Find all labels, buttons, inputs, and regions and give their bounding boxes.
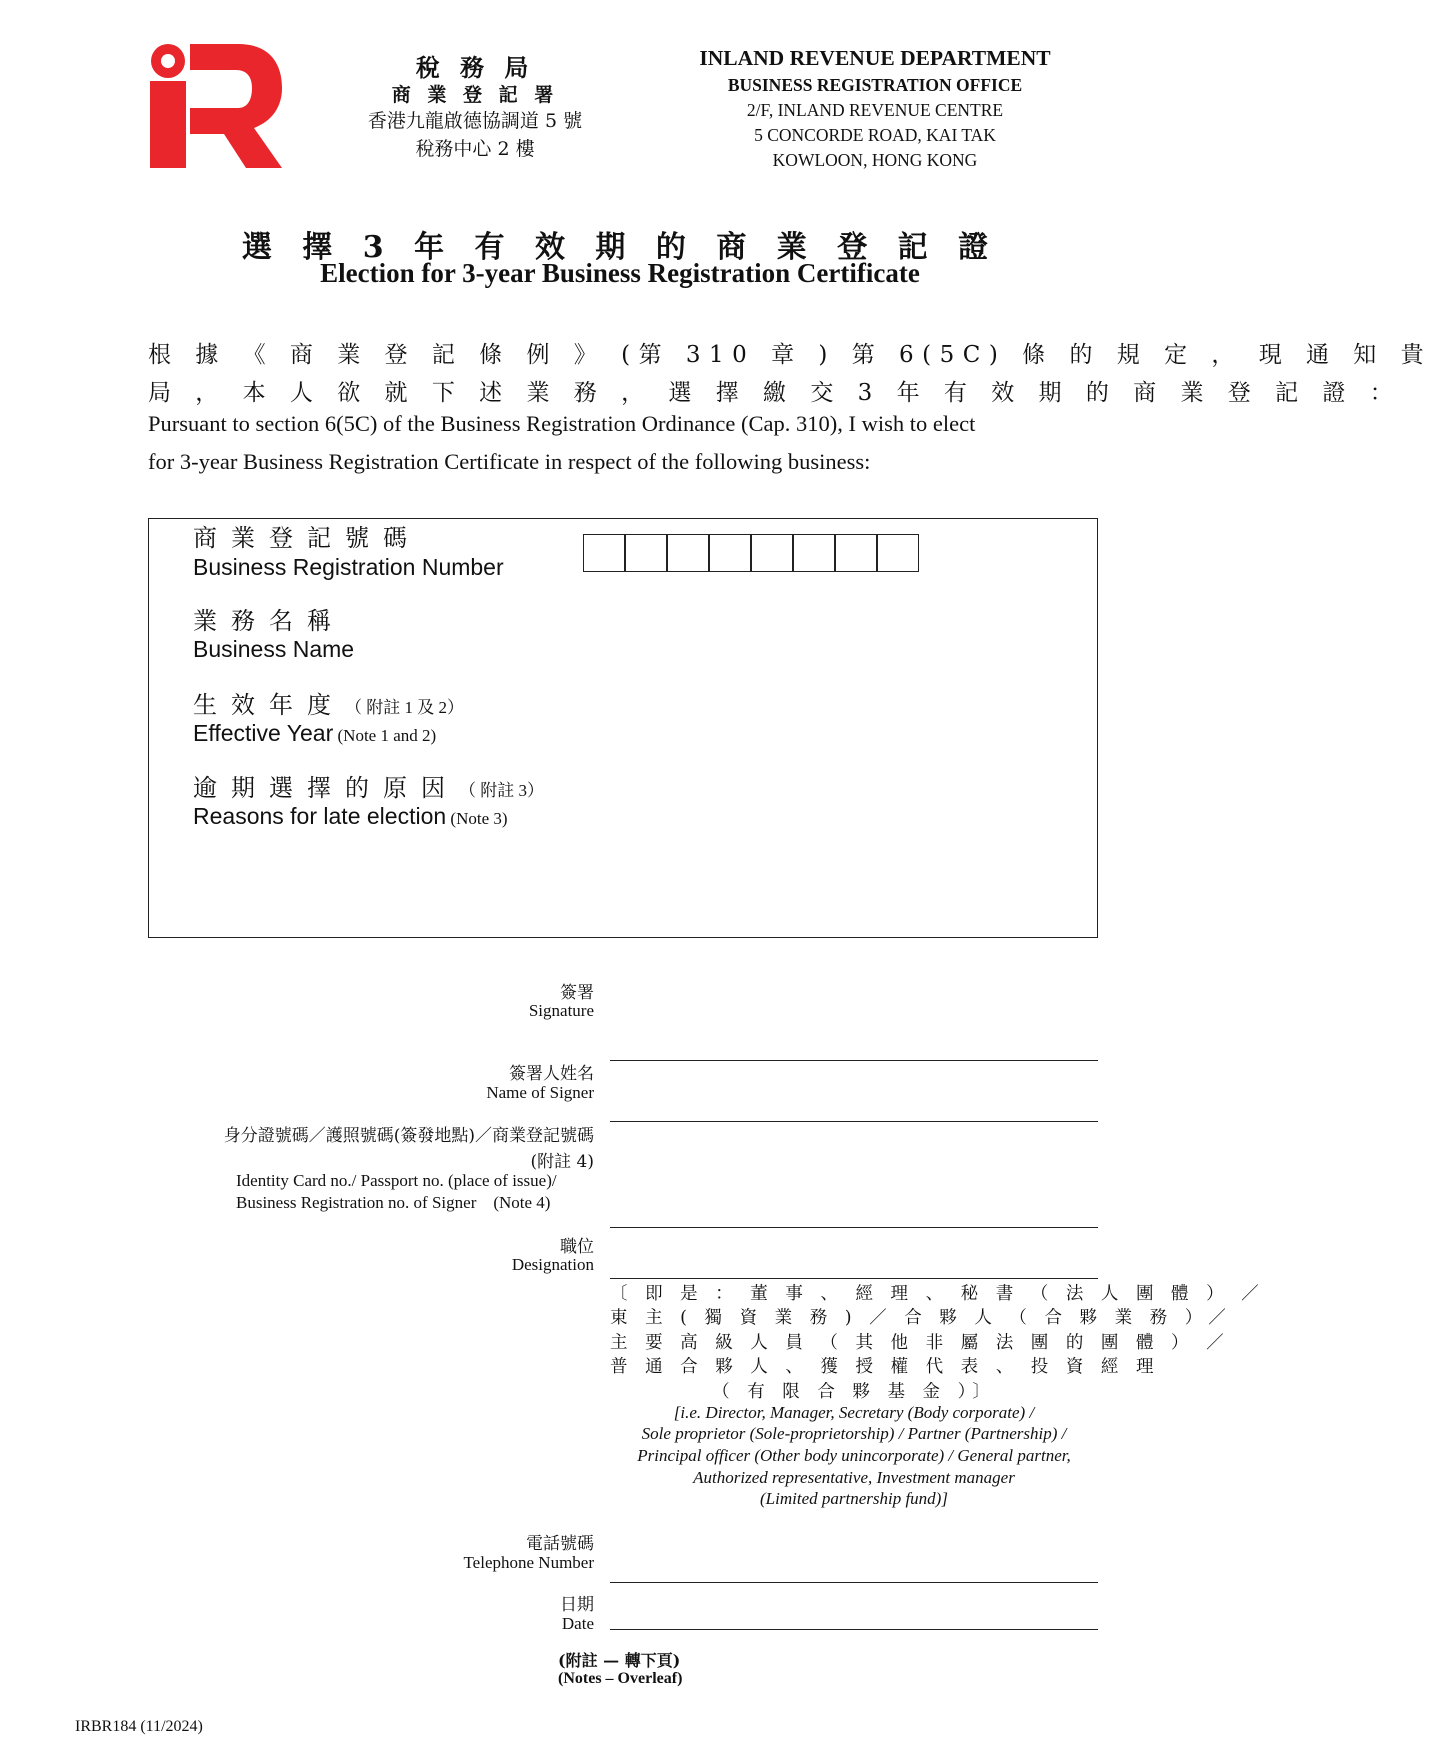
- date-label-en: Date: [561, 1614, 594, 1633]
- title-zh: 選 擇 3 年 有 效 期 的 商 業 登 記 證: [241, 230, 999, 265]
- brn-digit-box[interactable]: [751, 534, 793, 572]
- date-label-zh: 日期: [560, 1595, 594, 1615]
- ird-logo: [150, 44, 282, 168]
- brn-digit-box[interactable]: [835, 534, 877, 572]
- header-zh-line-4: 稅務中心 2 樓: [415, 138, 535, 160]
- effective-year-note-zh: （ 附註 1 及 2）: [345, 698, 464, 717]
- brn-digit-box[interactable]: [667, 534, 709, 572]
- late-reason-label-en: Reasons for late election (Note 3): [193, 803, 508, 829]
- designation-note-en-3: Principal officer (Other body unincorporate) / General partner,: [637, 1446, 1071, 1465]
- header-zh-line-3: 香港九龍啟德協調道 5 號: [367, 110, 583, 132]
- header-en-line-5: KOWLOON, HONG KONG: [772, 150, 978, 170]
- signature-label-zh: 簽署: [560, 983, 594, 1003]
- brn-label-zh: 商業登記號碼: [193, 524, 421, 552]
- designation-note-en-5: (Limited partnership fund)]: [760, 1489, 948, 1508]
- intro-en-line-2: for 3-year Business Registration Certificate in respect of the following business:: [148, 449, 871, 474]
- form-code: IRBR184 (11/2024): [75, 1718, 203, 1735]
- id-label-en-2: Business Registration no. of Signer (Note 4): [236, 1193, 551, 1212]
- designation-line[interactable]: [610, 1278, 1098, 1279]
- business-name-label-en: Business Name: [193, 636, 355, 662]
- late-reason-label-zh: 逾期選擇的原因（ 附註 3）: [193, 774, 544, 802]
- designation-note-zh-5: （ 有 限 合 夥 基 金 ）〕: [712, 1382, 996, 1402]
- designation-note-zh-1: 〔 即 是 ： 董 事 、 經 理 、 秘 書 （ 法 人 團 體 ） ／: [610, 1284, 1265, 1304]
- title-en: Election for 3-year Business Registration Certificate: [320, 258, 920, 288]
- id-label-en-1: Identity Card no./ Passport no. (place of issue)/: [236, 1171, 557, 1190]
- effective-year-note-en: (Note 1 and 2): [333, 726, 437, 745]
- designation-note-zh-3: 主 要 高 級 人 員 （ 其 他 非 屬 法 團 的 團 體 ） ／: [610, 1333, 1230, 1353]
- late-reason-note-en: (Note 3): [446, 809, 508, 828]
- designation-label-en: Designation: [511, 1255, 594, 1274]
- header-en-line-4: 5 CONCORDE ROAD, KAI TAK: [754, 125, 996, 145]
- signature-label-en: Signature: [528, 1001, 594, 1020]
- brn-digit-box[interactable]: [709, 534, 751, 572]
- intro-zh-line-1: 根 據 《 商 業 登 記 條 例 》 (第 310 章 ) 第 6(5C) 條 的 規 定 ， 現 通 知 貴: [148, 342, 1432, 368]
- header-en-line-1: INLAND REVENUE DEPARTMENT: [699, 46, 1051, 70]
- designation-label-zh: 職位: [560, 1237, 594, 1257]
- telephone-line[interactable]: [610, 1582, 1098, 1583]
- brn-digit-box[interactable]: [625, 534, 667, 572]
- effective-year-label-zh: 生效年度（ 附註 1 及 2）: [193, 691, 464, 719]
- late-reason-note-zh: （ 附註 3）: [459, 781, 544, 800]
- id-label-zh: 身分證號碼／護照號碼(簽發地點)／商業登記號碼: [223, 1126, 594, 1146]
- effective-year-label-en: Effective Year (Note 1 and 2): [193, 720, 437, 746]
- brn-digit-box[interactable]: [793, 534, 835, 572]
- brn-label-en: Business Registration Number: [193, 554, 504, 580]
- notes-overleaf-zh: (附註 — 轉下頁): [558, 1651, 681, 1670]
- brn-digit-box[interactable]: [583, 534, 625, 572]
- signature-line[interactable]: [610, 1060, 1098, 1061]
- signer-name-label-en: Name of Signer: [486, 1083, 594, 1102]
- brn-digit-box[interactable]: [877, 534, 919, 572]
- id-note-zh: (附註 4): [530, 1152, 594, 1172]
- intro-zh-line-2: 局 ， 本 人 欲 就 下 述 業 務 ， 選 擇 繳 交 3 年 有 效 期 的 商 業 登 記 證 ：: [148, 380, 1402, 406]
- intro-en-line-1: Pursuant to section 6(5C) of the Business Registration Ordinance (Cap. 310), I wish to elect: [148, 411, 976, 436]
- id-line[interactable]: [610, 1227, 1098, 1228]
- date-line[interactable]: [610, 1629, 1098, 1630]
- telephone-label-zh: 電話號碼: [526, 1534, 594, 1554]
- designation-note-en-2: Sole proprietor (Sole-proprietorship) / Partner (Partnership) /: [641, 1424, 1067, 1443]
- designation-note-en-4: Authorized representative, Investment manager: [693, 1468, 1015, 1487]
- header-en-line-3: 2/F, INLAND REVENUE CENTRE: [746, 100, 1004, 120]
- telephone-label-en: Telephone Number: [463, 1553, 594, 1572]
- signer-name-label-zh: 簽署人姓名: [509, 1064, 594, 1084]
- designation-note-zh-2: 東 主 ( 獨 資 業 務 ) ／ 合 夥 人 （ 合 夥 業 務 ）／: [610, 1308, 1232, 1328]
- header-zh-line-1: 稅 務 局: [415, 53, 535, 82]
- notes-overleaf-en: (Notes – Overleaf): [558, 1670, 683, 1687]
- designation-note-zh-4: 普 通 合 夥 人 、 獲 授 權 代 表 、 投 資 經 理: [610, 1357, 1160, 1377]
- header-en-line-2: BUSINESS REGISTRATION OFFICE: [727, 75, 1023, 95]
- designation-note-en-1: [i.e. Director, Manager, Secretary (Body corporate) /: [673, 1403, 1035, 1422]
- business-name-label-zh: 業務名稱: [193, 607, 345, 635]
- header-zh-line-2: 商 業 登 記 署: [391, 84, 559, 106]
- signer-name-line[interactable]: [610, 1121, 1098, 1122]
